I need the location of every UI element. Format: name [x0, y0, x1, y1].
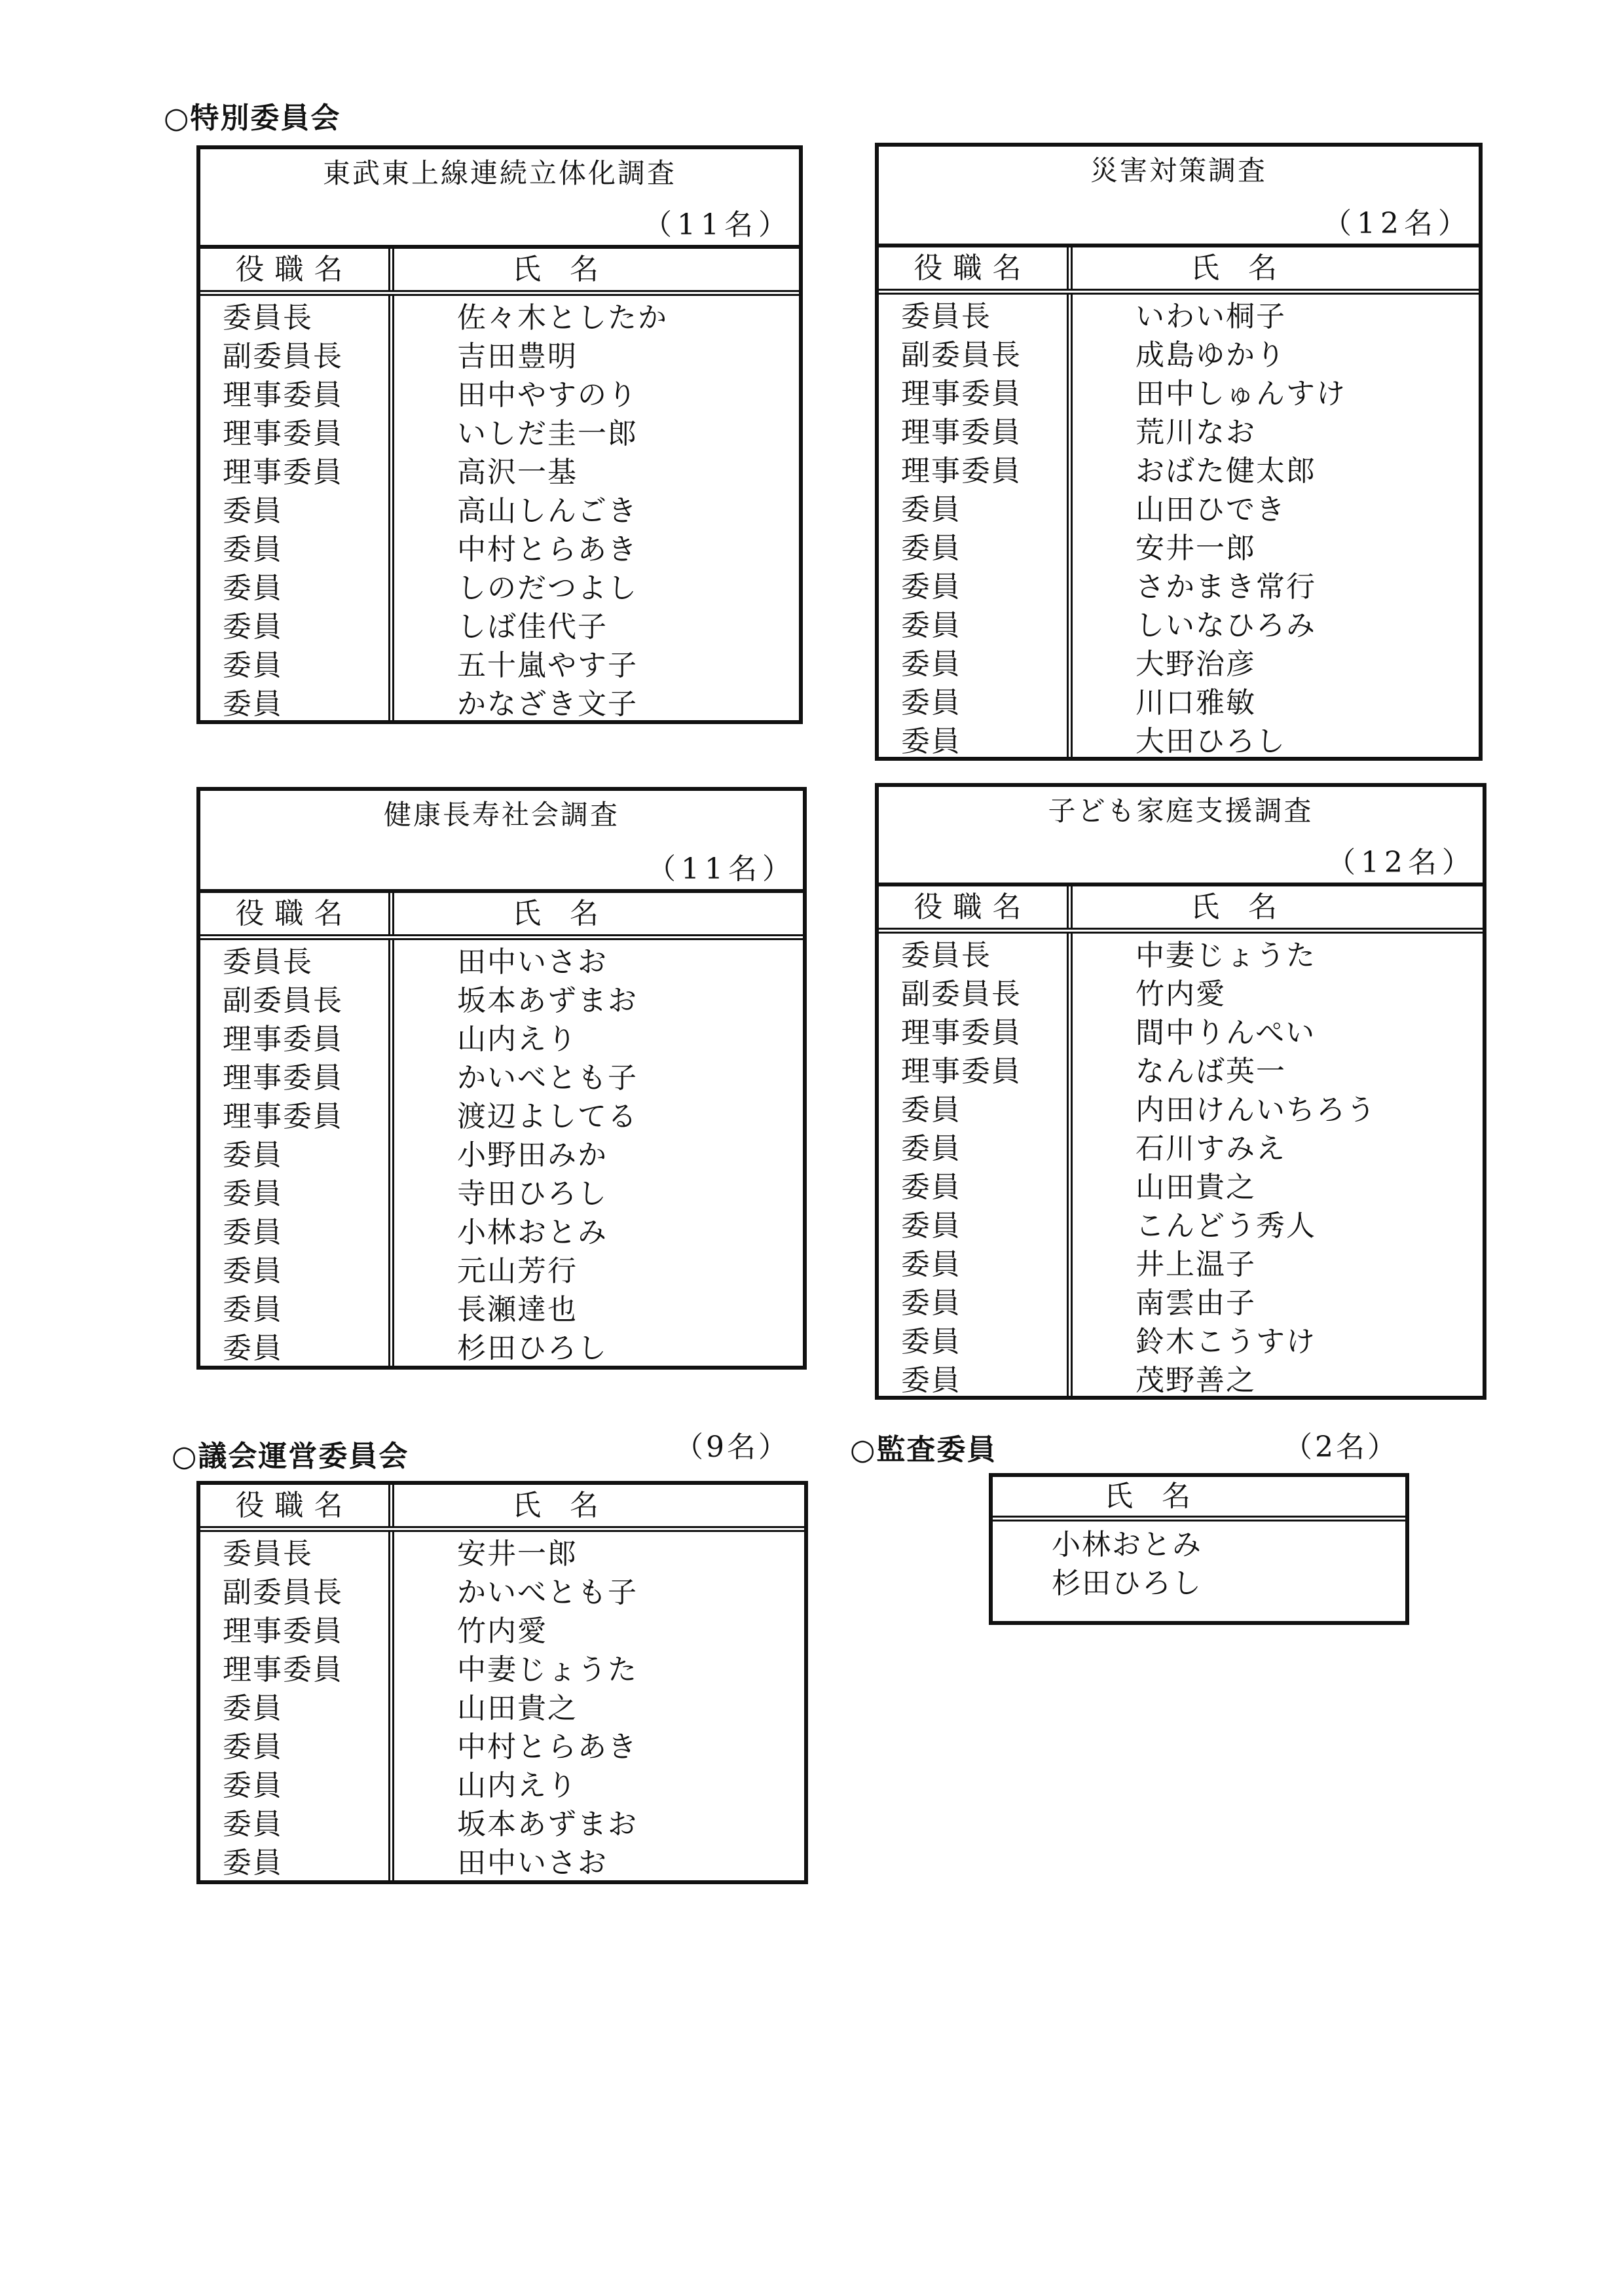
- member-name: いわい桐子: [1135, 300, 1286, 333]
- table-title: 東武東上線連続立体化調査: [322, 157, 676, 189]
- member-role: 理事委員: [901, 416, 1022, 449]
- member-role: 委員: [901, 532, 961, 565]
- member-name: 田中やすのり: [457, 378, 638, 412]
- table-steering-committee: [196, 1481, 808, 1884]
- member-name: 坂本あずまお: [457, 1808, 638, 1841]
- member-role: 理事委員: [223, 456, 343, 489]
- column-header-name: 氏 名: [512, 252, 599, 286]
- member-role: 副委員長: [223, 984, 343, 1017]
- member-role: 委員長: [223, 301, 313, 335]
- member-role: 委員: [223, 1177, 283, 1211]
- table-healthy-longevity: [196, 787, 807, 1370]
- name-column-header: 氏 名: [1190, 890, 1277, 924]
- member-role: 委員: [223, 1808, 283, 1841]
- member-role: 委員: [901, 647, 961, 681]
- member-name: 小林おとみ: [1052, 1528, 1202, 1561]
- member-rows: [200, 1532, 804, 1882]
- member-name: 大野治彦: [1135, 647, 1256, 681]
- member-role: 委員: [223, 533, 283, 566]
- table-title: 子ども家庭支援調査: [1048, 795, 1314, 827]
- member-role: 委員長: [223, 1537, 313, 1571]
- table-title: 災害対策調査: [1090, 155, 1267, 187]
- member-role: 委員長: [901, 939, 991, 972]
- table-disaster-measures: [875, 143, 1483, 761]
- table-audit-commissioners: [989, 1473, 1409, 1625]
- member-role: 委員: [901, 1248, 961, 1281]
- member-role: 委員: [901, 570, 961, 604]
- member-name: かいべとも子: [457, 1576, 638, 1609]
- member-name: 杉田ひろし: [1052, 1567, 1202, 1600]
- member-role: 委員: [223, 687, 283, 721]
- steering-member-count: （9名）: [674, 1430, 790, 1464]
- member-name: なんば英一: [1135, 1055, 1286, 1088]
- member-name: 長瀬達也: [457, 1293, 578, 1326]
- member-name: 高山しんごき: [457, 494, 638, 528]
- member-role: 委員: [223, 610, 283, 644]
- table-header: [200, 149, 799, 249]
- member-name: 山田貴之: [1135, 1171, 1256, 1204]
- member-role: 委員: [223, 1254, 283, 1288]
- member-role: 副委員長: [901, 977, 1022, 1011]
- member-name: 山田ひでき: [1135, 493, 1286, 526]
- role-column: [200, 296, 394, 723]
- member-role: 理事委員: [901, 1016, 1022, 1049]
- member-name: さかまき常行: [1135, 570, 1316, 604]
- member-name: 吉田豊明: [457, 340, 578, 373]
- role-column: [200, 1532, 394, 1882]
- member-name: 山田貴之: [457, 1692, 578, 1725]
- role-column: [879, 934, 1073, 1400]
- column-header-row: [879, 886, 1483, 934]
- member-name: 渡辺よしてる: [457, 1100, 638, 1133]
- member-role: 委員: [901, 1209, 961, 1243]
- member-name: 成島ゆかり: [1135, 338, 1286, 372]
- member-count: （11名）: [647, 852, 796, 886]
- member-role: 副委員長: [223, 340, 343, 373]
- member-role: 委員長: [901, 300, 991, 333]
- member-role: 委員: [223, 1769, 283, 1802]
- member-role: 委員: [901, 609, 961, 642]
- member-name: 田中いさお: [457, 945, 608, 979]
- column-header-name: 氏 名: [1190, 251, 1277, 285]
- member-name: 小野田みか: [457, 1139, 608, 1172]
- member-role: 委員: [223, 1730, 283, 1764]
- column-header-role: 役職名: [879, 886, 1073, 928]
- member-role: 委員: [901, 493, 961, 526]
- member-name: 坂本あずまお: [457, 984, 638, 1017]
- member-rows: [879, 934, 1483, 1400]
- member-role: 理事委員: [223, 1653, 343, 1686]
- column-header-role: 役職名: [200, 893, 394, 934]
- member-role: 委員: [223, 649, 283, 682]
- member-name: 大田ひろし: [1135, 725, 1286, 758]
- member-name: 川口雅敏: [1135, 686, 1256, 720]
- audit-member-count: （2名）: [1283, 1430, 1399, 1464]
- name-column: [394, 296, 799, 723]
- member-name: 中妻じょうた: [457, 1653, 638, 1686]
- role-column: [879, 295, 1073, 761]
- member-name: 五十嵐やす子: [457, 649, 638, 682]
- name-column: [993, 1522, 1405, 1603]
- member-role: 委員: [901, 1093, 961, 1127]
- member-name: 茂野善之: [1135, 1364, 1256, 1397]
- role-column: [200, 940, 394, 1368]
- table-header: [879, 787, 1483, 886]
- member-name: 中妻じょうた: [1135, 939, 1316, 972]
- member-name: 山内えり: [457, 1769, 578, 1802]
- member-role: 理事委員: [223, 1061, 343, 1095]
- member-name: 小林おとみ: [457, 1216, 608, 1249]
- member-count: （11名）: [643, 208, 792, 242]
- column-header-role: 役職名: [200, 1485, 394, 1526]
- member-name: 竹内愛: [457, 1614, 547, 1648]
- member-role: 委員: [901, 1286, 961, 1320]
- member-name: おばた健太郎: [1135, 454, 1316, 488]
- member-name: 石川すみえ: [1135, 1132, 1286, 1165]
- name-column: [1073, 295, 1479, 761]
- member-role: 理事委員: [223, 417, 343, 450]
- member-role: 委員: [223, 494, 283, 528]
- member-name: 竹内愛: [1135, 977, 1226, 1011]
- column-header-name: 氏 名: [512, 1488, 599, 1522]
- table-header: [879, 147, 1479, 247]
- member-name: かいべとも子: [457, 1061, 638, 1095]
- member-role: 委員: [223, 1293, 283, 1326]
- table-tobu-tojo-line: [196, 145, 803, 724]
- member-count: （12名）: [1323, 207, 1472, 240]
- member-role: 副委員長: [901, 338, 1022, 372]
- member-name: かなざき文子: [457, 687, 638, 721]
- column-header-row: [200, 249, 799, 296]
- member-rows: [879, 295, 1479, 761]
- member-count: （12名）: [1327, 846, 1476, 879]
- member-name: しば佳代子: [457, 610, 608, 644]
- name-column: [394, 1532, 804, 1882]
- member-role: 理事委員: [223, 1614, 343, 1648]
- member-role: 副委員長: [223, 1576, 343, 1609]
- member-name: 南雲由子: [1135, 1286, 1256, 1320]
- member-role: 委員: [223, 1692, 283, 1725]
- section-title-special-committees: ○特別委員会: [164, 101, 341, 135]
- member-name: 荒川なお: [1135, 416, 1256, 449]
- member-name: 間中りんぺい: [1135, 1016, 1316, 1049]
- member-role: 委員: [901, 1364, 961, 1397]
- member-name: 安井一郎: [1135, 532, 1256, 565]
- name-column: [394, 940, 803, 1368]
- member-role: 理事委員: [223, 378, 343, 412]
- member-name: 安井一郎: [457, 1537, 578, 1571]
- member-role: 委員: [901, 686, 961, 720]
- column-header-name: 氏 名: [512, 896, 599, 930]
- member-name: 山内えり: [457, 1023, 578, 1056]
- member-role: 委員: [901, 725, 961, 758]
- member-name: 鈴木こうすけ: [1135, 1325, 1316, 1358]
- member-name: 元山芳行: [457, 1254, 578, 1288]
- member-name: 高沢一基: [457, 456, 578, 489]
- member-name: こんどう秀人: [1135, 1209, 1316, 1243]
- member-name: 内田けんいちろう: [1135, 1093, 1376, 1127]
- member-role: 委員長: [223, 945, 313, 979]
- member-role: 委員: [223, 1332, 283, 1365]
- section-title-steering-committee: ○議会運営委員会: [172, 1440, 409, 1473]
- table-child-family-support: [875, 783, 1486, 1400]
- table-header: [200, 791, 803, 893]
- column-header-name: 氏 名: [993, 1477, 1405, 1522]
- member-name: 中村とらあき: [457, 533, 638, 566]
- member-role: 委員: [223, 1139, 283, 1172]
- member-role: 理事委員: [901, 377, 1022, 410]
- member-role: 委員: [223, 1216, 283, 1249]
- member-name: 田中しゅんすけ: [1135, 377, 1346, 410]
- member-role: 委員: [223, 572, 283, 605]
- member-role: 委員: [901, 1132, 961, 1165]
- column-header-row: [200, 1485, 804, 1532]
- member-name: 寺田ひろし: [457, 1177, 608, 1211]
- column-header-role: 役職名: [879, 247, 1073, 289]
- name-column: [1073, 934, 1483, 1400]
- member-role: 委員: [223, 1846, 283, 1880]
- member-role: 理事委員: [901, 454, 1022, 488]
- member-name: 田中いさお: [457, 1846, 608, 1880]
- member-role: 理事委員: [223, 1023, 343, 1056]
- member-name: 杉田ひろし: [457, 1332, 608, 1365]
- member-rows: [200, 296, 799, 723]
- section-title-audit-commissioners: ○監査委員: [850, 1433, 997, 1467]
- member-role: 理事委員: [223, 1100, 343, 1133]
- member-name: いしだ圭一郎: [457, 417, 638, 450]
- member-role: 理事委員: [901, 1055, 1022, 1088]
- member-name: しいなひろみ: [1135, 609, 1316, 642]
- column-header-row: [879, 247, 1479, 295]
- member-name: 中村とらあき: [457, 1730, 638, 1764]
- column-header-role: 役職名: [200, 249, 394, 290]
- column-header-row: [200, 893, 803, 940]
- table-title: 健康長寿社会調査: [383, 799, 619, 831]
- member-role: 委員: [901, 1171, 961, 1204]
- member-name: しのだつよし: [457, 572, 638, 605]
- member-name: 佐々木としたか: [457, 301, 668, 335]
- member-role: 委員: [901, 1325, 961, 1358]
- member-rows: [200, 940, 803, 1368]
- member-name: 井上温子: [1135, 1248, 1256, 1281]
